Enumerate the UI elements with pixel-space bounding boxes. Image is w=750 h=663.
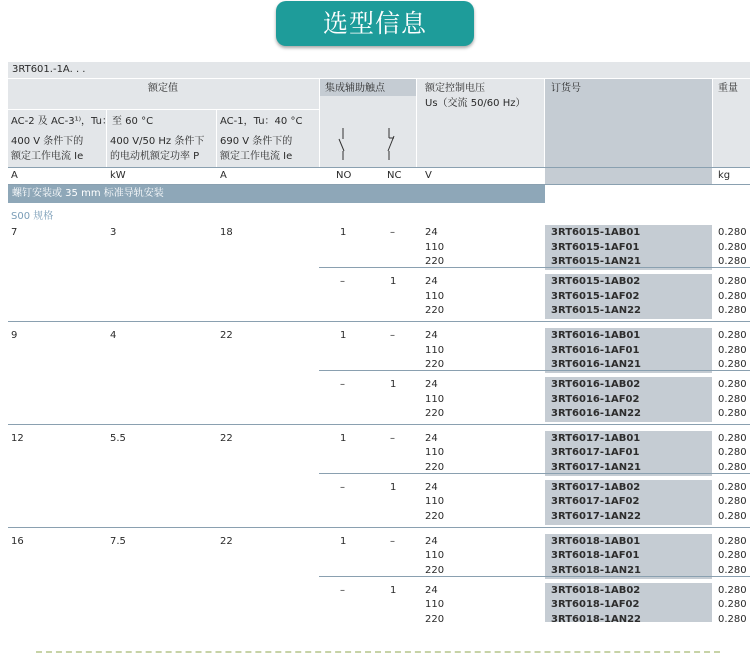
motor-power-cell: 5.5 xyxy=(110,432,126,444)
order-number-cell: 3RT6016-1AN21 xyxy=(551,359,641,371)
voltage-cell: 110 xyxy=(425,241,445,253)
weight-cell: 0.280 xyxy=(718,227,747,238)
voltage-cell: 24 xyxy=(425,481,438,493)
nc-contact-cell: 1 xyxy=(390,378,397,390)
voltage-cell: 220 xyxy=(425,359,445,371)
no-contact-cell: – xyxy=(340,481,345,493)
order-number-cell: 3RT6017-1AF01 xyxy=(551,447,640,459)
size-label: S00 规格 xyxy=(11,211,54,222)
header-divider xyxy=(416,79,417,167)
order-number-cell: 3RT6018-1AF02 xyxy=(551,599,640,611)
voltage-cell: 24 xyxy=(425,378,438,390)
col2-desc-line2: 的电动机额定功率 P xyxy=(110,151,200,162)
voltage-cell: 110 xyxy=(425,496,445,508)
voltage-cell: 220 xyxy=(425,613,445,622)
unit-voltage: V xyxy=(425,170,432,181)
voltage-cell: 220 xyxy=(425,565,445,576)
weight-cell: 0.280 xyxy=(718,565,747,576)
col3-condition: AC-1，Tu：40 °C xyxy=(220,116,303,127)
voltage-cell: 110 xyxy=(425,599,445,611)
group-rule xyxy=(8,321,750,322)
unit-current-1: A xyxy=(11,170,18,181)
order-number-cell: 3RT6015-1AF02 xyxy=(551,290,640,302)
voltage-cell: 24 xyxy=(425,535,438,547)
order-number-cell: 3RT6015-1AB01 xyxy=(551,227,641,238)
col3-desc-line1: 690 V 条件下的 xyxy=(220,136,293,147)
order-number-cell: 3RT6017-1AN22 xyxy=(551,511,641,523)
no-contact-cell: 1 xyxy=(340,227,347,238)
voltage-cell: 110 xyxy=(425,447,445,459)
rated-values-header: 额定值 xyxy=(148,83,178,94)
unit-nc: NC xyxy=(387,170,402,181)
sub-group-rule xyxy=(319,267,750,268)
voltage-cell: 220 xyxy=(425,462,445,474)
weight-header: 重量 xyxy=(718,83,738,94)
order-number-cell: 3RT6018-1AB01 xyxy=(551,535,641,547)
no-contact-cell: – xyxy=(340,378,345,390)
weight-cell: 0.280 xyxy=(718,344,747,356)
order-number-cell: 3RT6017-1AB02 xyxy=(551,481,641,493)
voltage-cell: 220 xyxy=(425,511,445,523)
unit-no: NO xyxy=(336,170,352,181)
weight-cell: 0.280 xyxy=(718,481,747,493)
motor-power-cell: 3 xyxy=(110,227,117,238)
col2-desc-line1: 400 V/50 Hz 条件下 xyxy=(110,136,205,147)
order-number-cell: 3RT6015-1AN22 xyxy=(551,305,641,317)
voltage-cell: 110 xyxy=(425,550,445,562)
header-rule xyxy=(8,109,319,110)
bottom-divider xyxy=(36,651,720,653)
order-number-cell: 3RT6017-1AF02 xyxy=(551,496,640,508)
weight-cell: 0.280 xyxy=(718,599,747,611)
ac1-current-cell: 22 xyxy=(220,432,233,444)
weight-cell: 0.280 xyxy=(718,584,747,596)
voltage-cell: 110 xyxy=(425,290,445,302)
sub-group-rule xyxy=(319,473,750,474)
motor-power-cell: 7.5 xyxy=(110,535,126,547)
section-bar: 螺钉安装或 35 mm 标准导轨安装 xyxy=(8,185,545,203)
weight-cell: 0.280 xyxy=(718,613,747,622)
ac1-current-cell: 18 xyxy=(220,227,233,238)
weight-cell: 0.280 xyxy=(718,447,747,459)
order-number-cell: 3RT6016-1AB02 xyxy=(551,378,641,390)
weight-cell: 0.280 xyxy=(718,275,747,287)
header-divider xyxy=(712,79,713,167)
weight-cell: 0.280 xyxy=(718,432,747,444)
order-number-cell: 3RT6016-1AF02 xyxy=(551,393,640,405)
rated-current-cell: 7 xyxy=(11,227,18,238)
weight-cell: 0.280 xyxy=(718,305,747,317)
nc-contact-cell: – xyxy=(390,227,395,238)
control-voltage-subheader: Us（交流 50/60 Hz） xyxy=(425,98,526,109)
header-divider xyxy=(319,79,320,167)
sub-group-rule xyxy=(319,370,750,371)
header-divider xyxy=(544,79,545,167)
ac1-current-cell: 22 xyxy=(220,329,233,341)
sub-group-rule xyxy=(319,576,750,577)
order-number-cell: 3RT6018-1AN21 xyxy=(551,565,641,576)
voltage-cell: 24 xyxy=(425,584,438,596)
voltage-cell: 24 xyxy=(425,227,438,238)
no-contact-cell: 1 xyxy=(340,432,347,444)
unit-current-3: A xyxy=(220,170,227,181)
ac1-current-cell: 22 xyxy=(220,535,233,547)
weight-cell: 0.280 xyxy=(718,496,747,508)
col1-condition: AC-2 及 AC-3¹⁾，Tu：至 60 °C xyxy=(11,116,154,127)
weight-cell: 0.280 xyxy=(718,462,747,474)
order-number-cell: 3RT6016-1AF01 xyxy=(551,344,640,356)
voltage-cell: 110 xyxy=(425,393,445,405)
weight-cell: 0.280 xyxy=(718,393,747,405)
weight-cell: 0.280 xyxy=(718,290,747,302)
model-label-band xyxy=(8,62,750,78)
order-number-cell: 3RT6017-1AN21 xyxy=(551,462,641,474)
nc-contact-cell: – xyxy=(390,535,395,547)
order-no-unit-shade xyxy=(545,168,712,184)
weight-cell: 0.280 xyxy=(718,511,747,523)
voltage-cell: 24 xyxy=(425,329,438,341)
order-number-cell: 3RT6018-1AB02 xyxy=(551,584,641,596)
weight-cell: 0.280 xyxy=(718,408,747,420)
order-number-cell: 3RT6015-1AB02 xyxy=(551,275,641,287)
no-contact-symbol-icon xyxy=(335,126,351,162)
weight-cell: 0.280 xyxy=(718,256,747,268)
order-no-header: 订货号 xyxy=(551,83,581,94)
nc-contact-cell: 1 xyxy=(390,584,397,596)
order-number-cell: 3RT6018-1AN22 xyxy=(551,613,641,622)
no-contact-cell: – xyxy=(340,584,345,596)
rated-current-cell: 16 xyxy=(11,535,24,547)
unit-weight: kg xyxy=(718,170,731,181)
voltage-cell: 220 xyxy=(425,305,445,317)
weight-cell: 0.280 xyxy=(718,241,747,253)
aux-contacts-header: 集成辅助触点 xyxy=(325,83,385,94)
order-number-cell: 3RT6015-1AN21 xyxy=(551,256,641,268)
voltage-cell: 110 xyxy=(425,344,445,356)
weight-cell: 0.280 xyxy=(718,329,747,341)
order-number-cell: 3RT6015-1AF01 xyxy=(551,241,640,253)
order-number-cell: 3RT6016-1AN22 xyxy=(551,408,641,420)
selection-table xyxy=(8,62,750,622)
nc-contact-symbol-icon xyxy=(383,126,399,162)
col3-desc-line2: 额定工作电流 Ie xyxy=(220,151,293,162)
rated-current-cell: 9 xyxy=(11,329,18,341)
col1-desc-line2: 额定工作电流 Ie xyxy=(11,151,84,162)
order-number-cell: 3RT6016-1AB01 xyxy=(551,329,641,341)
no-contact-cell: 1 xyxy=(340,535,347,547)
group-rule xyxy=(8,424,750,425)
unit-power: kW xyxy=(110,170,126,181)
col1-desc-line1: 400 V 条件下的 xyxy=(11,136,84,147)
section-title-banner: 选型信息 xyxy=(276,1,474,46)
model-label: 3RT601.-1A. . . xyxy=(12,64,86,75)
weight-cell: 0.280 xyxy=(718,359,747,371)
header-divider xyxy=(216,110,217,167)
voltage-cell: 24 xyxy=(425,432,438,444)
nc-contact-cell: 1 xyxy=(390,275,397,287)
weight-cell: 0.280 xyxy=(718,535,747,547)
nc-contact-cell: – xyxy=(390,329,395,341)
motor-power-cell: 4 xyxy=(110,329,117,341)
voltage-cell: 220 xyxy=(425,256,445,268)
order-number-cell: 3RT6018-1AF01 xyxy=(551,550,640,562)
no-contact-cell: 1 xyxy=(340,329,347,341)
control-voltage-header: 额定控制电压 xyxy=(425,83,485,94)
nc-contact-cell: – xyxy=(390,432,395,444)
order-number-cell: 3RT6017-1AB01 xyxy=(551,432,641,444)
nc-contact-cell: 1 xyxy=(390,481,397,493)
group-rule xyxy=(8,527,750,528)
voltage-cell: 220 xyxy=(425,408,445,420)
rated-current-cell: 12 xyxy=(11,432,24,444)
no-contact-cell: – xyxy=(340,275,345,287)
voltage-cell: 24 xyxy=(425,275,438,287)
weight-cell: 0.280 xyxy=(718,550,747,562)
weight-cell: 0.280 xyxy=(718,378,747,390)
